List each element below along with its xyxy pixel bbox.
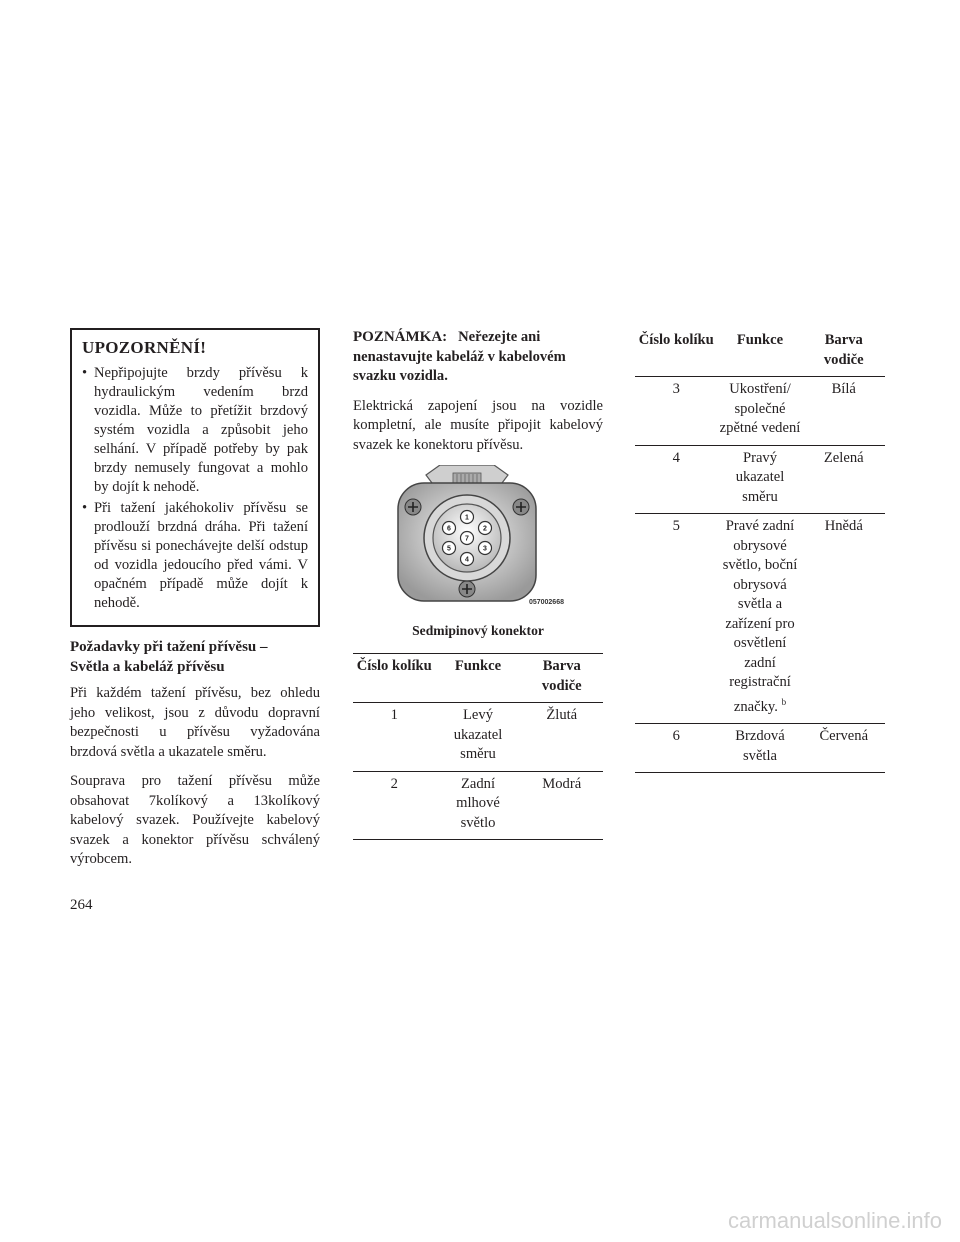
cell-color: Červená [819, 728, 869, 744]
pin-label: 4 [465, 556, 469, 564]
section-heading-line1: Požadavky při tažení přívěsu – [70, 639, 268, 655]
table-row [635, 724, 885, 773]
cell-function: Zadní mlhové světlo [456, 775, 500, 831]
table-row [635, 445, 885, 514]
bullet-icon: • [82, 365, 88, 381]
table-row [353, 771, 603, 840]
footnote-marker: b [781, 696, 787, 707]
figure-caption: Sedmipinový konektor [412, 623, 544, 638]
cell-pin: 2 [390, 775, 398, 792]
right-column [635, 328, 885, 773]
header-function: Funkce [454, 658, 502, 674]
warning-item-text: Nepřipojujte brzdy přívěsu k hydraulickým vedením brzd vozidla. Může to přetížit brzdový systém vozidla a způsobit jeho selhání. V případě potřeby by pak brzdy nemusely fungovat a mohlo by dojít k nehodě. [94, 365, 308, 495]
connector-figure [353, 465, 603, 639]
seven-pin-connector-image [388, 465, 568, 615]
cell-pin: 5 [672, 518, 680, 534]
warning-item [82, 499, 308, 613]
cell-function-text: Pravé zadní obrysové světlo, boční obrysová světla a zařízení pro osvětlení zadní registrační značky. [722, 518, 798, 715]
cell-color: Modrá [542, 775, 582, 792]
pin-table-2 [635, 328, 885, 773]
pin-label: 2 [483, 525, 487, 533]
bullet-icon: • [82, 500, 88, 516]
pin-table-1 [353, 653, 603, 840]
paragraph: Souprava pro tažení přívěsu může obsahovat 7kolíkový a 13kolíkový kabelový svazek. Používejte kabelový svazek a konektor přívěsu schválený výrobcem. [70, 773, 320, 867]
cell-pin: 6 [672, 728, 680, 744]
cell-color: Bílá [831, 381, 856, 397]
section-heading-line2: Světla a kabeláž přívěsu [70, 659, 225, 675]
table-row [635, 514, 885, 724]
warning-list [82, 364, 308, 613]
warning-item-text: Při tažení jakéhokoliv přívěsu se prodlouží brzdná dráha. Při tažení přívěsu si ponechávejte delší odstup od vozidla jedoucího před vámi. V opačném případě může dojít k nehodě. [94, 500, 308, 611]
table-row [353, 703, 603, 772]
cell-pin: 4 [672, 449, 680, 466]
header-color: Barva vodiče [823, 332, 864, 368]
header-pin: Číslo kolíku [356, 658, 432, 674]
warning-title: UPOZORNĚNÍ! [82, 338, 207, 357]
cell-pin: 3 [672, 381, 680, 397]
paragraph: Elektrická zapojení jsou na vozidle kompletní, ale musíte připojit kabelový svazek ke konektoru přívěsu. [353, 397, 603, 453]
paragraph: Při každém tažení přívěsu, bez ohledu jeho velikost, jsou z důvodu dopravní bezpečnosti u přívěsu vyžadována brzdová světla a ukazatele směru. [70, 685, 320, 760]
cell-function [718, 514, 803, 724]
note-text: Neřezejte ani nenastavujte kabeláž v kabelovém svazku vozidla. [353, 329, 566, 384]
pin-label: 6 [447, 525, 451, 533]
cell-color: Žlutá [546, 707, 578, 723]
cell-color: Zelená [823, 449, 864, 466]
header-function: Funkce [736, 332, 784, 348]
header-color: Barva vodiče [541, 658, 582, 694]
watermark: carmanualsonline.info [727, 1208, 942, 1233]
table-header-row [635, 328, 885, 377]
cell-function: Levý ukazatel směru [453, 707, 503, 762]
cell-function: Brzdová světla [735, 728, 785, 764]
note [353, 328, 603, 387]
table-header-row [353, 654, 603, 703]
cell-pin: 1 [390, 707, 398, 723]
cell-color: Hnědá [824, 518, 863, 534]
table-row [635, 377, 885, 446]
middle-column [353, 328, 603, 840]
cell-function: Ukostření/ společné zpětné vedení [719, 381, 801, 436]
page-number: 264 [70, 897, 93, 913]
note-label: POZNÁMKA: [353, 329, 448, 345]
warning-box [70, 328, 320, 627]
cell-function: Pravý ukazatel směru [735, 449, 785, 505]
warning-item [82, 364, 308, 497]
figure-code: 057002668 [528, 599, 564, 606]
pin-label: 5 [447, 545, 451, 553]
pin-label: 7 [465, 535, 469, 543]
section-heading [70, 637, 320, 677]
pin-label: 1 [465, 514, 469, 522]
header-pin: Číslo kolíku [638, 332, 714, 348]
pin-label: 3 [483, 545, 487, 553]
left-column [70, 328, 320, 880]
